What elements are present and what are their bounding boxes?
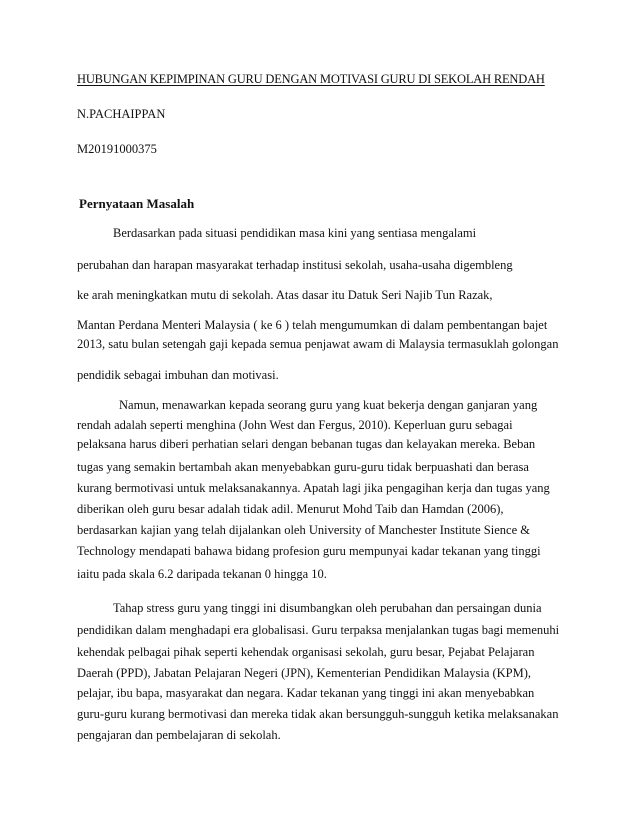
paragraph-2-line: iaitu pada skala 6.2 daripada tekanan 0 hingga 10. <box>77 567 327 581</box>
paragraph-3-line: Daerah (PPD), Jabatan Pelajaran Negeri (JPN), Kementerian Pendidikan Malaysia (KPM), <box>77 666 532 680</box>
section-heading: Pernyataan Masalah <box>79 196 195 211</box>
paragraph-2-line: diberikan oleh guru besar adalah tidak adil. Menurut Mohd Taib dan Hamdan (2006), <box>77 502 504 516</box>
paragraph-3-line: Tahap stress guru yang tinggi ini disumbangkan oleh perubahan dan persaingan dunia <box>113 601 542 615</box>
paragraph-2-line: tugas yang semakin bertambah akan menyebabkan guru-guru tidak berpuashati dan berasa <box>77 460 529 474</box>
author-name: N.PACHAIPPAN <box>77 107 166 121</box>
paragraph-1-line: Mantan Perdana Menteri Malaysia ( ke 6 ) telah mengumumkan di dalam pembentangan bajet <box>77 318 548 332</box>
paragraph-3-line: kehendak pelbagai pihak seperti kehendak organisasi sekolah, guru besar, Pejabat Pelajaran <box>77 645 535 659</box>
paragraph-1-line: 2013, satu bulan setengah gaji kepada semua penjawat awam di Malaysia termasuklah golongan <box>77 337 559 351</box>
paragraph-2-line: pelaksana harus diberi perhatian selari dengan bebanan tugas dan kelayakan mereka. Beban <box>77 437 536 451</box>
paragraph-2-line: Namun, menawarkan kepada seorang guru yang kuat bekerja dengan ganjaran yang <box>119 398 538 412</box>
paragraph-1-line: Berdasarkan pada situasi pendidikan masa kini yang sentiasa mengalami <box>113 226 477 240</box>
paragraph-1-line: perubahan dan harapan masyarakat terhadap institusi sekolah, usaha-usaha digembleng <box>77 258 513 272</box>
paragraph-3-line: pelajar, ibu bapa, masyarakat dan negara. Kadar tekanan yang tinggi ini akan menyebabkan <box>77 686 535 700</box>
paragraph-1-line: pendidik sebagai imbuhan dan motivasi. <box>77 368 279 382</box>
paragraph-2-line: berdasarkan kajian yang telah dijalankan oleh University of Manchester Institute Sience & <box>77 523 530 537</box>
document-title: HUBUNGAN KEPIMPINAN GURU DENGAN MOTIVASI GURU DI SEKOLAH RENDAH <box>77 72 545 86</box>
student-id: M20191000375 <box>77 142 157 156</box>
paragraph-2-line: Technology mendapati bahawa bidang profesion guru mempunyai kadar tekanan yang tinggi <box>77 544 541 558</box>
paragraph-2-line: rendah adalah seperti menghina (John West dan Fergus, 2010). Keperluan guru sebagai <box>77 418 513 432</box>
paragraph-3-line: pendidikan dalam menghadapi era globalisasi. Guru terpaksa menjalankan tugas bagi memenuhi <box>77 623 560 637</box>
paragraph-2-line: kurang bermotivasi untuk melaksanakannya. Apatah lagi jika pengagihan kerja dan tugas yang <box>77 481 550 495</box>
paragraph-1-line: ke arah meningkatkan mutu di sekolah. Atas dasar itu Datuk Seri Najib Tun Razak, <box>77 288 493 302</box>
paragraph-3-line: guru-guru kurang bermotivasi dan mereka tidak akan bersungguh-sungguh ketika melaksanakan <box>77 707 559 721</box>
paragraph-3-line: pengajaran dan pembelajaran di sekolah. <box>77 728 281 742</box>
